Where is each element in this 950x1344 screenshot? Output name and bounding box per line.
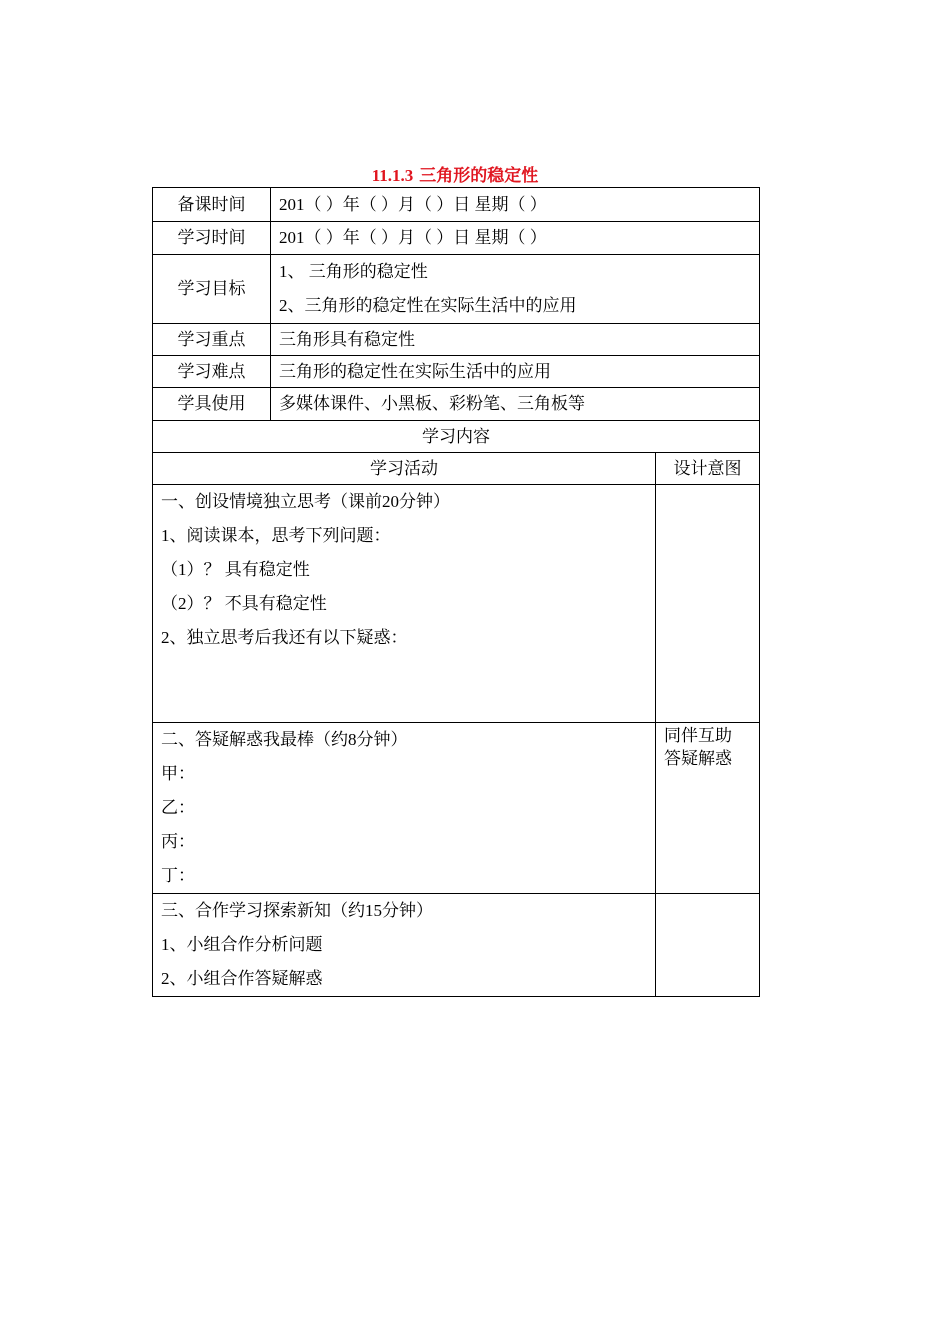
section-line: 2、小组合作答疑解惑	[161, 969, 323, 988]
goal-item: 2、三角形的稳定性在实际生活中的应用	[279, 296, 577, 315]
row-goals	[153, 255, 760, 324]
page-title	[152, 164, 758, 188]
section-1-activity	[153, 485, 656, 723]
goal-item: 1、 三角形的稳定性	[279, 262, 428, 281]
section-heading: 一、创设情境独立思考（课前20分钟）	[161, 492, 450, 511]
section-line: 1、小组合作分析问题	[161, 935, 323, 954]
lesson-title: 三角形的稳定性	[419, 166, 539, 186]
lesson-number: 11.1.3	[371, 166, 414, 185]
prep-time-value: 201（ ）年（ ）月（ ）日 星期（ ）	[271, 188, 760, 222]
row-difficulty	[153, 356, 760, 388]
row-content-heading	[153, 421, 760, 453]
row-column-headers	[153, 453, 760, 485]
content-heading: 学习内容	[153, 421, 760, 453]
intent-column-header: 设计意图	[656, 453, 760, 485]
intent-line: 同伴互助	[664, 726, 732, 746]
tools-value: 多媒体课件、小黑板、彩粉笔、三角板等	[271, 388, 760, 421]
section-3	[153, 894, 760, 997]
section-3-activity	[153, 894, 656, 997]
row-study-time	[153, 222, 760, 255]
section-heading: 二、答疑解惑我最棒（约8分钟）	[161, 730, 408, 749]
section-3-intent	[656, 894, 760, 997]
section-line: 1、阅读课本，思考下列问题：	[161, 526, 391, 545]
key-point-value: 三角形具有稳定性	[271, 324, 760, 356]
prep-time-label: 备课时间	[153, 188, 271, 222]
section-line: 乙：	[161, 798, 195, 817]
section-1-intent	[656, 485, 760, 723]
difficulty-label: 学习难点	[153, 356, 271, 388]
section-2-activity	[153, 723, 656, 894]
section-2-intent	[656, 723, 760, 894]
section-1	[153, 485, 760, 723]
row-prep-time	[153, 188, 760, 222]
row-tools	[153, 388, 760, 421]
difficulty-value: 三角形的稳定性在实际生活中的应用	[271, 356, 760, 388]
section-line: （2）？ 不具有稳定性	[161, 594, 327, 613]
section-line: （1）？ 具有稳定性	[161, 560, 310, 579]
goals-label: 学习目标	[153, 255, 271, 324]
tools-label: 学具使用	[153, 388, 271, 421]
section-line: 丙：	[161, 832, 195, 851]
section-line: 丁：	[161, 866, 195, 885]
section-line: 甲：	[161, 764, 195, 783]
key-point-label: 学习重点	[153, 324, 271, 356]
section-2	[153, 723, 760, 894]
section-line: 2、独立思考后我还有以下疑惑：	[161, 628, 408, 647]
study-time-label: 学习时间	[153, 222, 271, 255]
row-key-point	[153, 324, 760, 356]
section-heading: 三、合作学习探索新知（约15分钟）	[161, 901, 433, 920]
study-time-value: 201（ ）年（ ）月（ ）日 星期（ ）	[271, 222, 760, 255]
intent-line: 答疑解惑	[664, 749, 732, 769]
activity-column-header: 学习活动	[153, 453, 656, 485]
goals-value	[271, 255, 760, 324]
lesson-plan-table	[152, 187, 760, 997]
